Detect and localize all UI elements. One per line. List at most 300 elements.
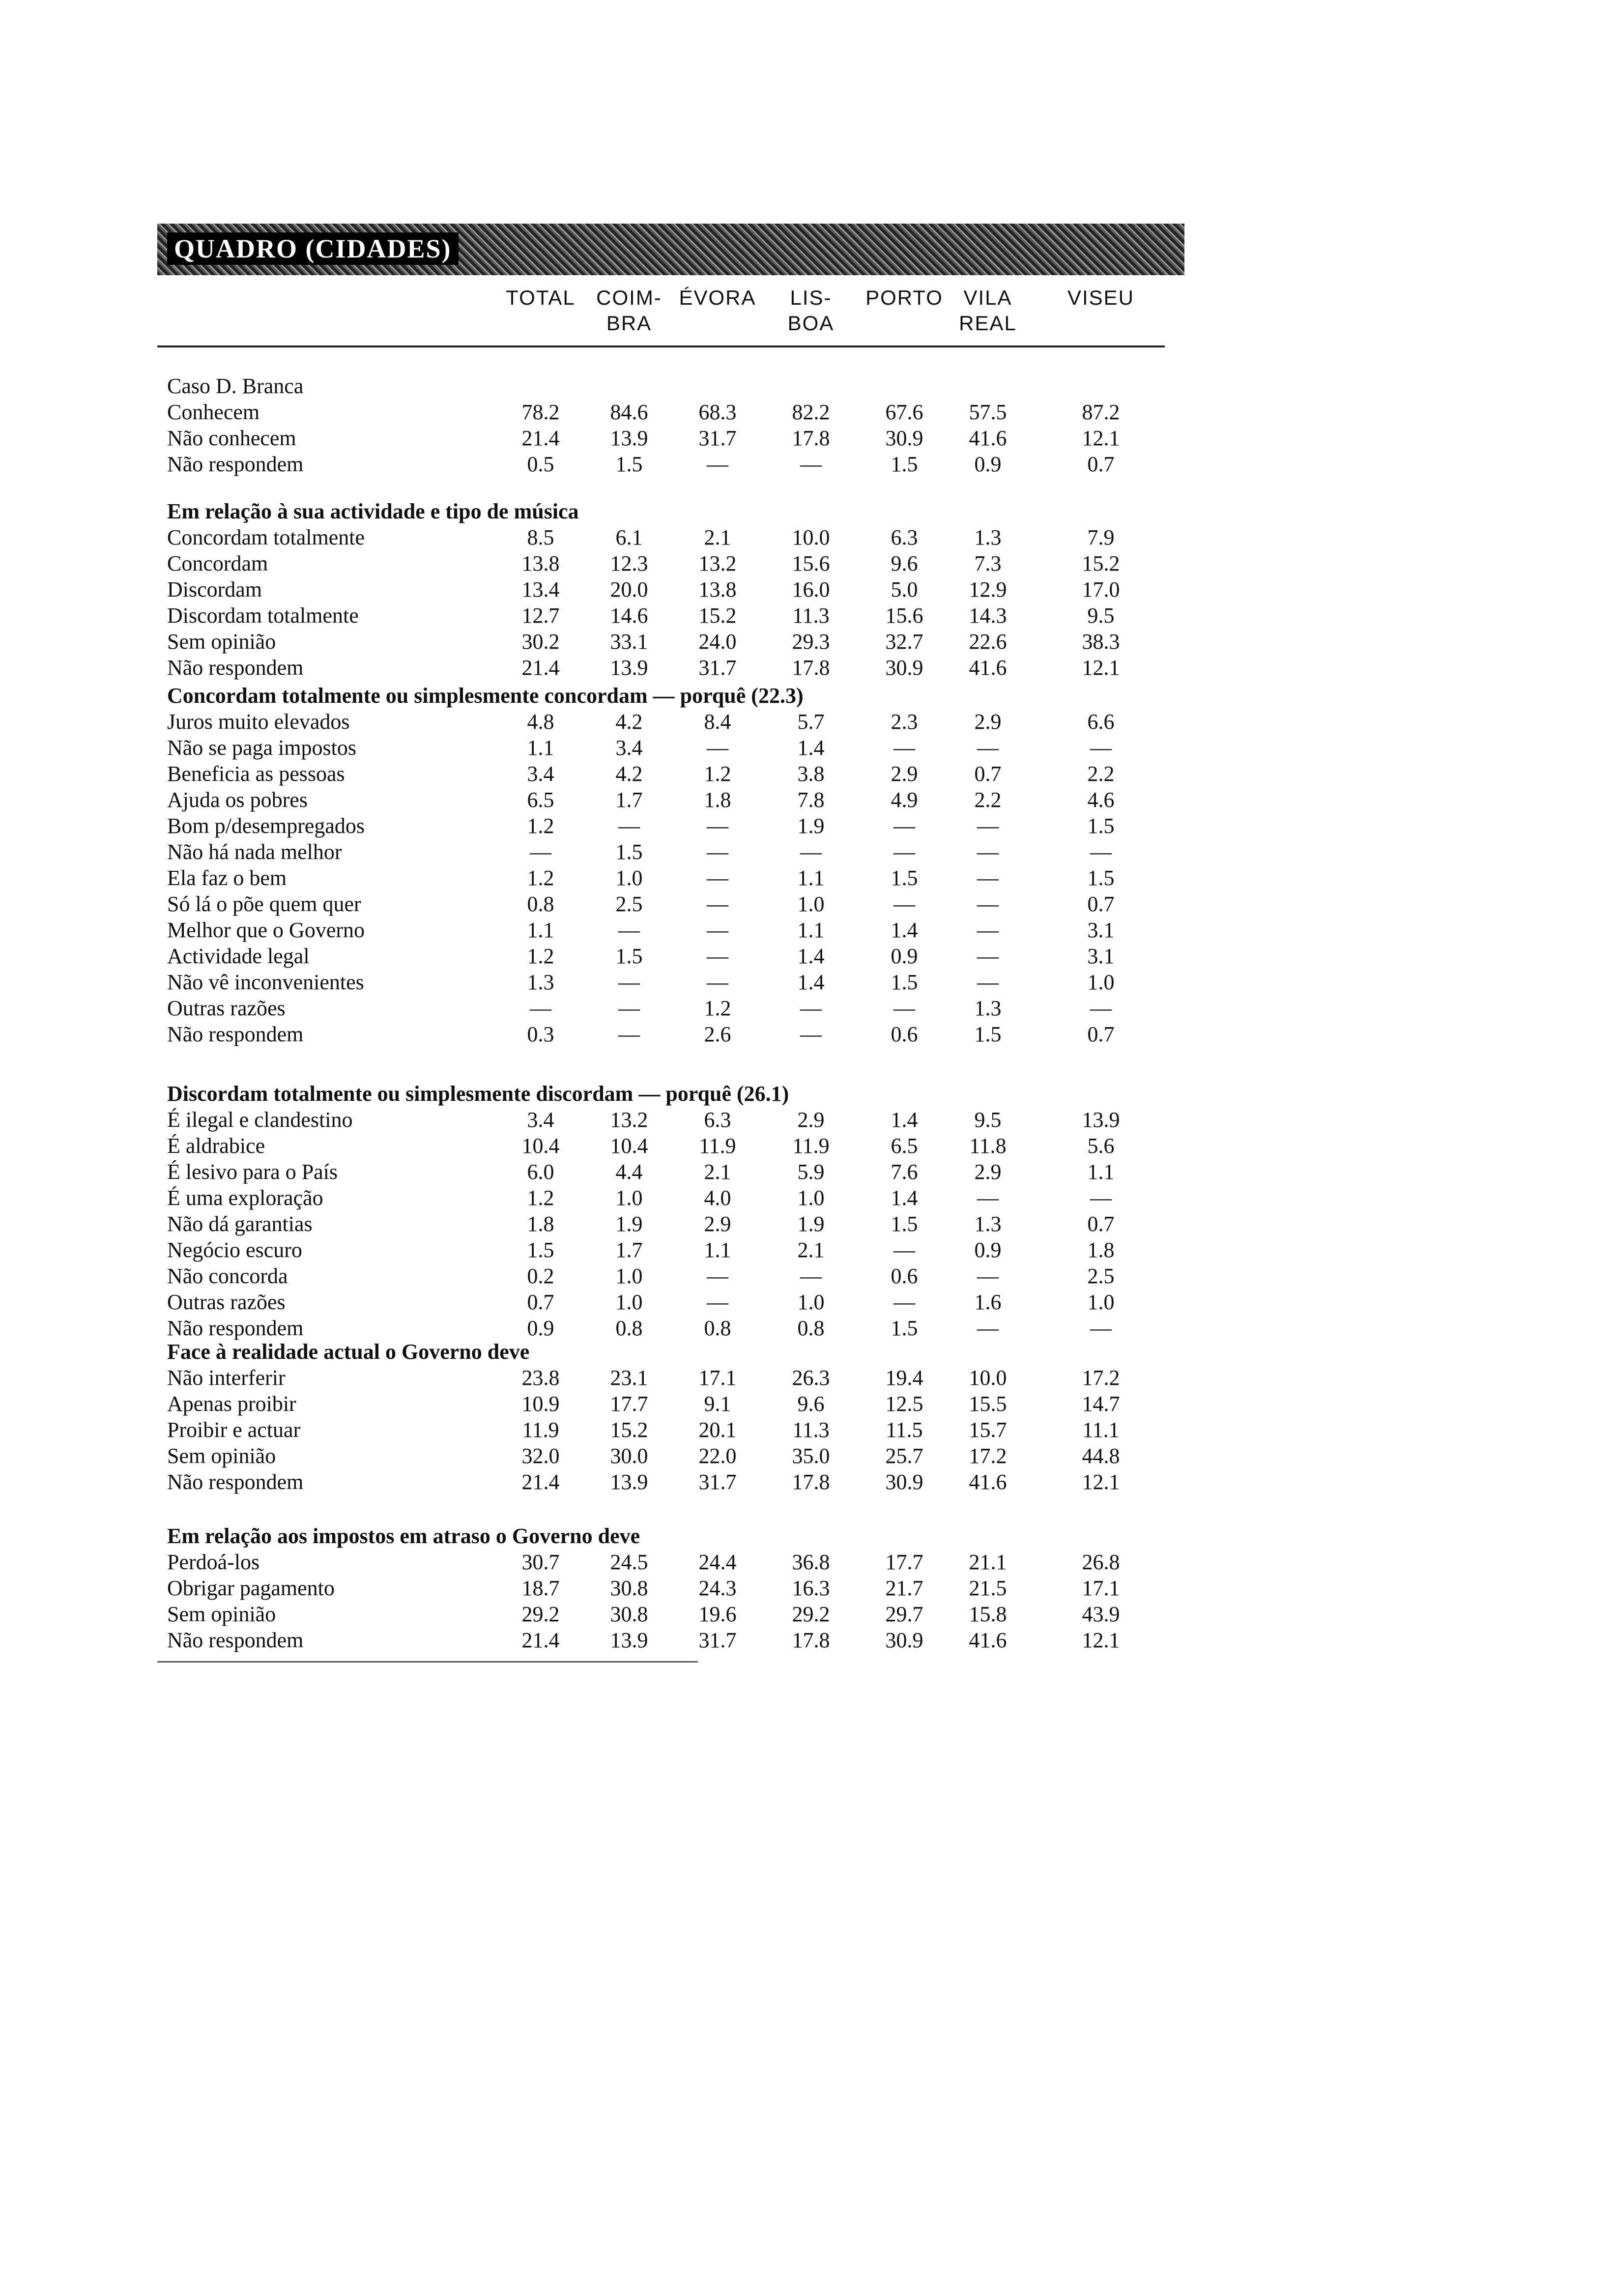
- cell-value: 1.5: [615, 840, 643, 864]
- cell-value: —: [1090, 996, 1112, 1020]
- cell-value: 1.3: [974, 1212, 1002, 1236]
- cell-value: 1.1: [527, 918, 554, 942]
- cell-value: 21.5: [969, 1576, 1007, 1600]
- cell-value: 4.6: [1087, 788, 1115, 812]
- cell-value: 7.6: [891, 1160, 918, 1184]
- cell-value: 11.3: [792, 1418, 830, 1442]
- cell-value: 10.0: [792, 525, 830, 549]
- cell-value: 20.1: [698, 1418, 737, 1442]
- cell-value: —: [977, 892, 999, 916]
- cell-value: 10.4: [521, 1134, 560, 1158]
- cell-value: 13.9: [610, 656, 648, 680]
- cell-value: 1.7: [615, 788, 643, 812]
- cell-value: —: [977, 814, 999, 838]
- cell-value: —: [1090, 1316, 1112, 1340]
- cell-value: 31.7: [698, 426, 737, 450]
- cell-value: —: [530, 996, 551, 1020]
- cell-value: 12.9: [969, 577, 1007, 602]
- cell-value: 84.6: [610, 400, 648, 424]
- row-label: Perdoá-los: [167, 1550, 260, 1574]
- bottom-rule: [157, 1661, 698, 1663]
- cell-value: 1.5: [891, 970, 918, 994]
- cell-value: —: [800, 1264, 822, 1288]
- cell-value: 82.2: [792, 400, 830, 424]
- cell-value: 1.9: [797, 814, 825, 838]
- cell-value: 6.6: [1087, 710, 1115, 734]
- cell-value: 26.3: [792, 1366, 830, 1390]
- row-label: Bom p/desempregados: [167, 814, 365, 838]
- cell-value: 13.9: [610, 426, 648, 450]
- cell-value: 38.3: [1082, 630, 1120, 654]
- cell-value: 5.9: [797, 1160, 825, 1184]
- cell-value: 17.8: [792, 426, 830, 450]
- cell-value: 9.5: [974, 1108, 1002, 1132]
- row-label: Melhor que o Governo: [167, 918, 365, 942]
- cell-value: 14.3: [969, 603, 1007, 628]
- cell-value: 2.2: [974, 788, 1002, 812]
- cell-value: 13.9: [610, 1628, 648, 1652]
- cell-value: 3.8: [797, 762, 825, 786]
- cell-value: 0.7: [1087, 892, 1115, 916]
- cell-value: —: [1090, 1186, 1112, 1210]
- cell-value: 1.4: [797, 944, 825, 968]
- cell-value: 2.3: [891, 710, 918, 734]
- cell-value: 1.0: [797, 892, 825, 916]
- row-label: Não respondem: [167, 1022, 304, 1046]
- section-heading: Concordam totalmente ou simplesmente concordam — porquê (22.3): [167, 684, 804, 708]
- cell-value: 17.2: [969, 1444, 1007, 1468]
- cell-value: —: [893, 736, 915, 760]
- cell-value: 0.9: [527, 1316, 554, 1340]
- cell-value: 15.8: [969, 1602, 1007, 1626]
- cell-value: 68.3: [698, 400, 737, 424]
- cell-value: 0.7: [1087, 1212, 1115, 1236]
- cell-value: 1.0: [615, 1186, 643, 1210]
- cell-value: —: [618, 970, 640, 994]
- cell-value: 29.7: [885, 1602, 923, 1626]
- cell-value: 11.9: [522, 1418, 559, 1442]
- cell-value: 8.4: [704, 710, 731, 734]
- cell-value: —: [800, 1022, 822, 1046]
- cell-value: 19.6: [698, 1602, 737, 1626]
- cell-value: 12.3: [610, 551, 648, 575]
- cell-value: 15.7: [969, 1418, 1007, 1442]
- cell-value: 2.1: [704, 1160, 731, 1184]
- cell-value: 1.8: [704, 788, 731, 812]
- cell-value: 41.6: [969, 1628, 1007, 1652]
- cell-value: 1.8: [1087, 1238, 1115, 1262]
- cell-value: 19.4: [885, 1366, 923, 1390]
- cell-value: 30.7: [521, 1550, 560, 1574]
- cell-value: 29.3: [792, 630, 830, 654]
- cell-value: 6.1: [615, 525, 643, 549]
- cell-value: 2.2: [1087, 762, 1115, 786]
- cell-value: 17.7: [885, 1550, 923, 1574]
- row-label: Sem opinião: [167, 1602, 276, 1626]
- cell-value: 1.5: [891, 1316, 918, 1340]
- cell-value: 44.8: [1082, 1444, 1120, 1468]
- cell-value: 78.2: [521, 400, 560, 424]
- cell-value: 2.9: [974, 710, 1002, 734]
- row-label: Não há nada melhor: [167, 840, 342, 864]
- cell-value: 13.2: [698, 551, 737, 575]
- cell-value: 1.5: [1087, 814, 1115, 838]
- cell-value: —: [707, 814, 728, 838]
- column-header: VISEU: [1067, 286, 1135, 309]
- cell-value: 11.3: [792, 603, 830, 628]
- column-header: VILA REAL: [959, 286, 1017, 335]
- cell-value: 1.5: [615, 452, 643, 476]
- cell-value: 11.9: [699, 1134, 736, 1158]
- cell-value: 21.1: [969, 1550, 1007, 1574]
- table-title: QUADRO (CIDADES): [167, 232, 459, 265]
- cell-value: 2.9: [974, 1160, 1002, 1184]
- cell-value: 67.6: [885, 400, 923, 424]
- cell-value: 2.1: [797, 1238, 825, 1262]
- row-label: Proibir e actuar: [167, 1418, 301, 1442]
- cell-value: 11.1: [1082, 1418, 1120, 1442]
- cell-value: 1.4: [891, 918, 918, 942]
- cell-value: 1.1: [704, 1238, 731, 1262]
- cell-value: —: [1090, 736, 1112, 760]
- cell-value: —: [977, 944, 999, 968]
- section-heading: Caso D. Branca: [167, 374, 304, 398]
- cell-value: 9.6: [891, 551, 918, 575]
- row-label: Não se paga impostos: [167, 736, 356, 760]
- cell-value: 1.5: [891, 452, 918, 476]
- cell-value: 26.8: [1082, 1550, 1120, 1574]
- cell-value: 6.3: [704, 1108, 731, 1132]
- header-bar: [157, 224, 1184, 275]
- cell-value: 1.5: [891, 866, 918, 890]
- cell-value: 16.3: [792, 1576, 830, 1600]
- cell-value: —: [707, 944, 728, 968]
- cell-value: 1.0: [615, 1264, 643, 1288]
- row-label: Ela faz o bem: [167, 866, 287, 890]
- row-label: Não respondem: [167, 1628, 304, 1652]
- cell-value: —: [707, 840, 728, 864]
- cell-value: 25.7: [885, 1444, 923, 1468]
- cell-value: 30.0: [610, 1444, 648, 1468]
- cell-value: —: [977, 840, 999, 864]
- cell-value: —: [977, 1186, 999, 1210]
- cell-value: 1.4: [891, 1108, 918, 1132]
- cell-value: 1.0: [1087, 1290, 1115, 1314]
- row-label: Não interferir: [167, 1366, 286, 1390]
- cell-value: 17.1: [698, 1366, 737, 1390]
- cell-value: 0.8: [527, 892, 554, 916]
- cell-value: 7.9: [1087, 525, 1115, 549]
- cell-value: 13.9: [610, 1470, 648, 1494]
- cell-value: 1.5: [974, 1022, 1002, 1046]
- cell-value: 2.1: [704, 525, 731, 549]
- cell-value: 21.4: [521, 1628, 560, 1652]
- cell-value: —: [707, 452, 728, 476]
- cell-value: 10.4: [610, 1134, 648, 1158]
- cell-value: 13.2: [610, 1108, 648, 1132]
- header-rule: [157, 345, 1165, 347]
- cell-value: —: [977, 918, 999, 942]
- cell-value: 0.7: [1087, 1022, 1115, 1046]
- cell-value: 4.0: [704, 1186, 731, 1210]
- row-label: Não conhecem: [167, 426, 296, 450]
- cell-value: 3.4: [527, 1108, 554, 1132]
- row-label: Apenas proibir: [167, 1392, 296, 1416]
- cell-value: —: [893, 996, 915, 1020]
- cell-value: 33.1: [610, 630, 648, 654]
- cell-value: 0.7: [527, 1290, 554, 1314]
- cell-value: 12.1: [1082, 426, 1120, 450]
- cell-value: 17.8: [792, 1470, 830, 1494]
- cell-value: —: [618, 1022, 640, 1046]
- cell-value: —: [977, 866, 999, 890]
- cell-value: 15.2: [1082, 551, 1120, 575]
- cell-value: 31.7: [698, 656, 737, 680]
- cell-value: 1.6: [974, 1290, 1002, 1314]
- cell-value: 0.2: [527, 1264, 554, 1288]
- cell-value: 1.4: [797, 970, 825, 994]
- cell-value: —: [707, 1290, 728, 1314]
- cell-value: 1.0: [797, 1186, 825, 1210]
- cell-value: 1.2: [704, 996, 731, 1020]
- cell-value: 1.4: [797, 736, 825, 760]
- row-label: Não respondem: [167, 452, 304, 476]
- cell-value: 6.3: [891, 525, 918, 549]
- cell-value: 24.3: [698, 1576, 737, 1600]
- row-label: Não respondem: [167, 656, 304, 680]
- section-heading: Em relação à sua actividade e tipo de música: [167, 499, 579, 523]
- cell-value: 15.2: [698, 603, 737, 628]
- cell-value: 43.9: [1082, 1602, 1120, 1626]
- cell-value: —: [707, 736, 728, 760]
- cell-value: 17.7: [610, 1392, 648, 1416]
- cell-value: 29.2: [521, 1602, 560, 1626]
- cell-value: 0.8: [797, 1316, 825, 1340]
- row-label: Outras razões: [167, 1290, 286, 1314]
- cell-value: —: [707, 866, 728, 890]
- cell-value: 2.9: [797, 1108, 825, 1132]
- cell-value: 32.0: [521, 1444, 560, 1468]
- section-heading: Face à realidade actual o Governo deve: [167, 1340, 530, 1364]
- section-heading: Em relação aos impostos em atraso o Governo deve: [167, 1524, 640, 1548]
- cell-value: 30.8: [610, 1602, 648, 1626]
- cell-value: 32.7: [885, 630, 923, 654]
- cell-value: 20.0: [610, 577, 648, 602]
- cell-value: 0.6: [891, 1264, 918, 1288]
- cell-value: —: [618, 918, 640, 942]
- cell-value: 14.6: [610, 603, 648, 628]
- cell-value: 17.8: [792, 1628, 830, 1652]
- cell-value: 2.9: [704, 1212, 731, 1236]
- cell-value: 1.0: [615, 866, 643, 890]
- cell-value: 1.1: [1087, 1160, 1115, 1184]
- cell-value: 1.3: [527, 970, 554, 994]
- cell-value: 1.7: [615, 1238, 643, 1262]
- cell-value: 4.2: [615, 710, 643, 734]
- cell-value: 3.1: [1087, 918, 1115, 942]
- cell-value: 1.0: [797, 1290, 825, 1314]
- cell-value: 1.2: [527, 814, 554, 838]
- row-label: Sem opinião: [167, 630, 276, 654]
- cell-value: 4.8: [527, 710, 554, 734]
- cell-value: —: [530, 840, 551, 864]
- cell-value: 1.5: [527, 1238, 554, 1262]
- cell-value: —: [800, 840, 822, 864]
- row-label: Negócio escuro: [167, 1238, 302, 1262]
- cell-value: —: [893, 1238, 915, 1262]
- cell-value: 2.5: [615, 892, 643, 916]
- cell-value: 0.7: [1087, 452, 1115, 476]
- row-label: Não dá garantias: [167, 1212, 313, 1236]
- cell-value: 31.7: [698, 1628, 737, 1652]
- cell-value: 17.0: [1082, 577, 1120, 602]
- cell-value: —: [977, 970, 999, 994]
- cell-value: 4.9: [891, 788, 918, 812]
- cell-value: 12.1: [1082, 1628, 1120, 1652]
- cell-value: 23.1: [610, 1366, 648, 1390]
- cell-value: —: [893, 1290, 915, 1314]
- cell-value: 6.0: [527, 1160, 554, 1184]
- cell-value: 1.2: [527, 944, 554, 968]
- cell-value: 0.9: [974, 1238, 1002, 1262]
- cell-value: 7.8: [797, 788, 825, 812]
- cell-value: 1.3: [974, 525, 1002, 549]
- cell-value: 0.8: [704, 1316, 731, 1340]
- cell-value: 15.5: [969, 1392, 1007, 1416]
- column-header: ÉVORA: [679, 286, 756, 309]
- cell-value: 6.5: [891, 1134, 918, 1158]
- cell-value: 30.9: [885, 1470, 923, 1494]
- cell-value: 15.2: [610, 1418, 648, 1442]
- row-label: Obrigar pagamento: [167, 1576, 335, 1600]
- cell-value: 35.0: [792, 1444, 830, 1468]
- cell-value: 1.9: [615, 1212, 643, 1236]
- cell-value: 2.6: [704, 1022, 731, 1046]
- cell-value: 30.8: [610, 1576, 648, 1600]
- section-heading: Discordam totalmente ou simplesmente discordam — porquê (26.1): [167, 1082, 789, 1106]
- row-label: Outras razões: [167, 996, 286, 1020]
- cell-value: 1.1: [797, 918, 825, 942]
- row-label: Actividade legal: [167, 944, 310, 968]
- cell-value: 3.4: [527, 762, 554, 786]
- cell-value: 21.4: [521, 426, 560, 450]
- cell-value: 22.0: [698, 1444, 737, 1468]
- cell-value: 2.9: [891, 762, 918, 786]
- cell-value: 9.6: [797, 1392, 825, 1416]
- cell-value: 5.7: [797, 710, 825, 734]
- cell-value: —: [800, 996, 822, 1020]
- cell-value: 18.7: [521, 1576, 560, 1600]
- cell-value: 6.5: [527, 788, 554, 812]
- cell-value: —: [977, 736, 999, 760]
- cell-value: 5.0: [891, 577, 918, 602]
- cell-value: 23.8: [521, 1366, 560, 1390]
- cell-value: 1.5: [615, 944, 643, 968]
- cell-value: 9.1: [704, 1392, 731, 1416]
- cell-value: 11.9: [792, 1134, 830, 1158]
- cell-value: 1.2: [704, 762, 731, 786]
- cell-value: 41.6: [969, 426, 1007, 450]
- cell-value: 13.8: [698, 577, 737, 602]
- cell-value: 0.9: [891, 944, 918, 968]
- cell-value: —: [618, 996, 640, 1020]
- cell-value: 30.9: [885, 426, 923, 450]
- cell-value: —: [977, 1316, 999, 1340]
- cell-value: —: [707, 918, 728, 942]
- cell-value: 3.1: [1087, 944, 1115, 968]
- cell-value: 24.5: [610, 1550, 648, 1574]
- cell-value: 30.9: [885, 656, 923, 680]
- row-label: Beneficia as pessoas: [167, 762, 345, 786]
- cell-value: —: [800, 452, 822, 476]
- cell-value: —: [707, 970, 728, 994]
- row-label: Sem opinião: [167, 1444, 276, 1468]
- row-label: Juros muito elevados: [167, 710, 350, 734]
- row-label: Conhecem: [167, 400, 260, 424]
- cell-value: 1.0: [1087, 970, 1115, 994]
- cell-value: 0.5: [527, 452, 554, 476]
- cell-value: 5.6: [1087, 1134, 1115, 1158]
- cell-value: 0.8: [615, 1316, 643, 1340]
- cell-value: 12.7: [521, 603, 560, 628]
- cell-value: 1.9: [797, 1212, 825, 1236]
- cell-value: 22.6: [969, 630, 1007, 654]
- cell-value: 13.9: [1082, 1108, 1120, 1132]
- row-label: É lesivo para o País: [167, 1160, 338, 1184]
- cell-value: 30.2: [521, 630, 560, 654]
- cell-value: 30.9: [885, 1628, 923, 1652]
- cell-value: 31.7: [698, 1470, 737, 1494]
- cell-value: —: [618, 814, 640, 838]
- cell-value: 13.8: [521, 551, 560, 575]
- row-label: Concordam: [167, 551, 268, 575]
- cell-value: 57.5: [969, 400, 1007, 424]
- cell-value: 1.1: [527, 736, 554, 760]
- cell-value: —: [1090, 840, 1112, 864]
- row-label: Concordam totalmente: [167, 525, 365, 549]
- row-label: Não vê inconvenientes: [167, 970, 364, 994]
- column-header: COIM- BRA: [596, 286, 662, 335]
- cell-value: 21.7: [885, 1576, 923, 1600]
- cell-value: 12.1: [1082, 656, 1120, 680]
- cell-value: 24.4: [698, 1550, 737, 1574]
- newspaper-clipping: [157, 224, 1189, 1652]
- cell-value: 87.2: [1082, 400, 1120, 424]
- row-label: É ilegal e clandestino: [167, 1108, 353, 1132]
- cell-value: 17.8: [792, 656, 830, 680]
- cell-value: 21.4: [521, 656, 560, 680]
- cell-value: 9.5: [1087, 603, 1115, 628]
- cell-value: 13.4: [521, 577, 560, 602]
- cell-value: 12.1: [1082, 1470, 1120, 1494]
- cell-value: —: [707, 1264, 728, 1288]
- cell-value: 10.9: [521, 1392, 560, 1416]
- row-label: É aldrabice: [167, 1134, 265, 1158]
- row-label: Não respondem: [167, 1470, 304, 1494]
- cell-value: 24.0: [698, 630, 737, 654]
- cell-value: 1.2: [527, 1186, 554, 1210]
- column-header: TOTAL: [506, 286, 576, 309]
- cell-value: 16.0: [792, 577, 830, 602]
- cell-value: —: [893, 840, 915, 864]
- row-label: Só lá o põe quem quer: [167, 892, 361, 916]
- cell-value: 11.8: [969, 1134, 1007, 1158]
- cell-value: 15.6: [792, 551, 830, 575]
- cell-value: —: [893, 892, 915, 916]
- cell-value: 0.9: [974, 452, 1002, 476]
- cell-value: —: [977, 1264, 999, 1288]
- column-header: LIS- BOA: [787, 286, 835, 335]
